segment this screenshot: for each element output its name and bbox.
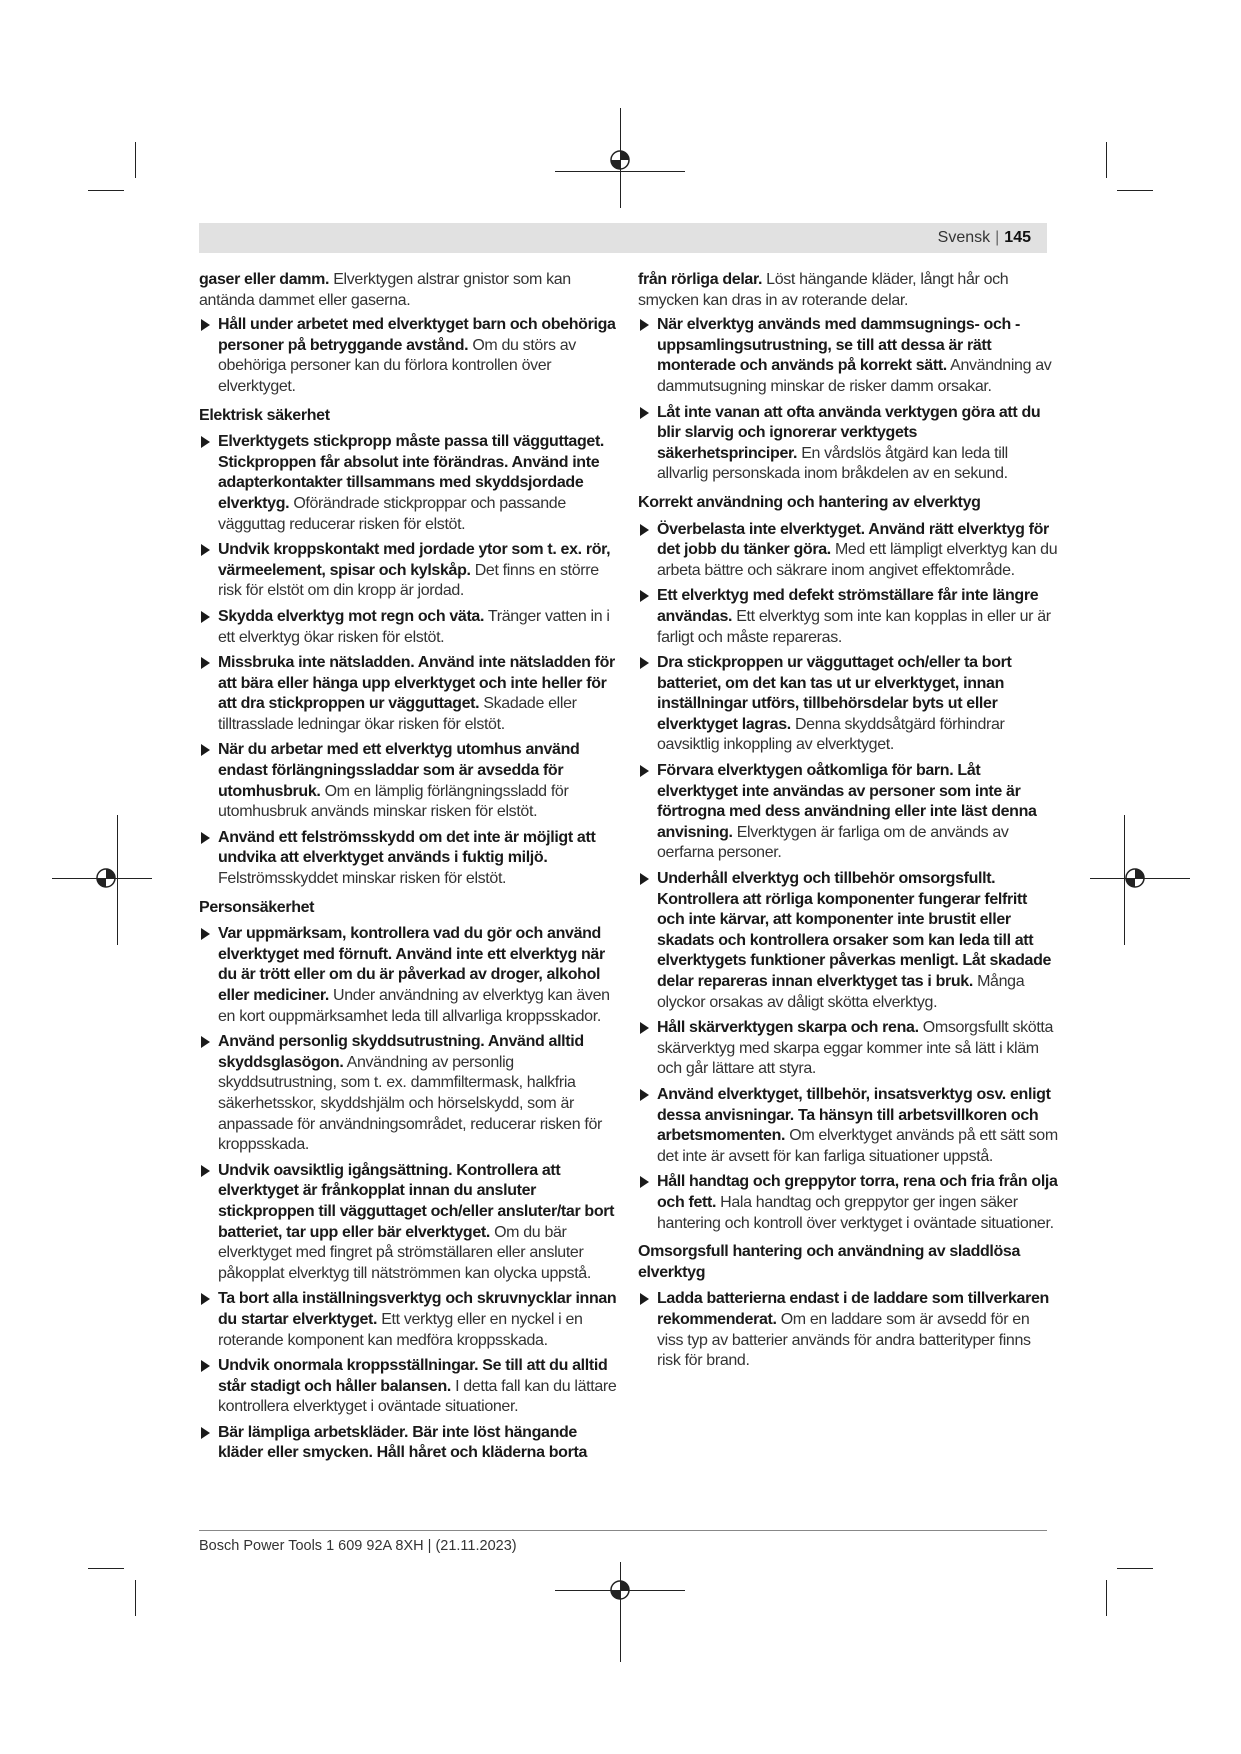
bullet-triangle-icon [640,765,649,777]
bullet-triangle-icon [201,1165,210,1177]
list-item: Ta bort alla inställningsverktyg och skruvnycklar innan du startar elverktyget. Ett verktyg eller en nyckel i en roterande komponent kan medföra kroppsskada. [199,1289,619,1351]
list-item: Håll under arbetet med elverktyget barn och obehöriga personer på betryggande avstånd. Om du störs av obehöriga personer kan du förlora kontrollen över elverktyget. [199,315,619,397]
registration-target-icon [1124,867,1146,889]
registration-target-icon [609,1579,631,1601]
bullet-triangle-icon [201,657,210,669]
list-item: Underhåll elverktyg och tillbehör omsorgsfullt. Kontrollera att rörliga komponenter fungerar felfritt och inte kärvar, att komponenter inte brustit eller skadats och kontrollera orsaker som kan leda till att elverktygets funktioner påverkas menligt. Låt skadade delar repareras innan elverktyget tas i bruk. Många olyckor orsakas av dåligt skötta elverktyg. [638,869,1058,1013]
list-item: Använd ett felströmsskydd om det inte är möjligt att undvika att elverktyget används i fuktig miljö. Felströmsskyddet minskar risken för elstöt. [199,828,619,890]
list-item: Överbelasta inte elverktyget. Använd rätt elverktyg för det jobb du tänker göra. Med ett lämpligt elverktyg kan du arbeta bättre och säkrare inom angivet effektområde. [638,520,1058,582]
bullet-triangle-icon [201,544,210,556]
crop-mark [1106,1580,1107,1616]
bullet-triangle-icon [640,319,649,331]
list-item: Håll handtag och greppytor torra, rena och fria från olja och fett. Hala handtag och greppytor ger ingen säker hantering och kontroll över verktyget i oväntade situationer. [638,1172,1058,1234]
section-heading: Omsorgsfull hantering och användning av sladdlösa elverktyg [638,1243,1021,1281]
bullet-triangle-icon [640,407,649,419]
header-language: Svensk [937,229,991,246]
footer-rule [199,1530,1047,1531]
bullet-triangle-icon [201,436,210,448]
bullet-triangle-icon [640,873,649,885]
list-item: Ladda batterierna endast i de laddare som tillverkaren rekommenderat. Om en laddare som är avsedd för en viss typ av batterier används för andra batterityper finns risk för brand. [638,1289,1058,1371]
page-footer: Bosch Power Tools 1 609 92A 8XH | (21.11.2023) [199,1538,517,1554]
bullet-triangle-icon [201,1427,210,1439]
bullet-triangle-icon [201,928,210,940]
list-item: Skydda elverktyg mot regn och väta. Tränger vatten in i ett elverktyg ökar risken för elstöt. [199,607,619,648]
bullet-triangle-icon [640,1176,649,1188]
list-item: Var uppmärksam, kontrollera vad du gör och använd elverktyget med förnuft. Använd inte ett elverktyg när du är trött eller om du är påverkad av droger, alkohol eller mediciner. Under användning av elverktyg kan även en kort ouppmärksamhet leda till allvarliga kroppsskador. [199,924,619,1027]
bullet-triangle-icon [640,524,649,536]
list-item: När du arbetar med ett elverktyg utomhus använd endast förlängningssladdar som är avsedda för utomhusbruk. Om en lämplig förlängningssladd för utomhusbruk används minskar risken för elstöt. [199,740,619,822]
bullet-triangle-icon [201,1036,210,1048]
registration-line [117,815,118,945]
list-item: Undvik kroppskontakt med jordade ytor som t. ex. rör, värmeelement, spisar och kylskåp. Det finns en större risk för elstöt om din kropp är jordad. [199,540,619,602]
list-item: Undvik onormala kroppsställningar. Se till att du alltid står stadigt och håller balansen. I detta fall kan du lättare kontrollera elverktyget i oväntade situationer. [199,1356,619,1418]
bullet-triangle-icon [640,657,649,669]
list-item: Undvik oavsiktlig igångsättning. Kontrollera att elverktyget är frånkopplat innan du ansluter stickproppen till vägguttaget och/eller ansluter/tar bort batteriet, tar upp eller bär elverktyget. Om du bär elverktyget med fingret på strömställaren eller ansluter påkopplat elverktyg till nätströmmen kan olycka uppstå. [199,1161,619,1285]
list-item: Elverktygets stickpropp måste passa till vägguttaget. Stickproppen får absolut inte förändras. Använd inte adapterkontakter tillsammans med skyddsjordade elverktyg. Oförändrade stickproppar och passande vägguttag reducerar risken för elstöt. [199,432,619,535]
section-heading: Elektrisk säkerhet [199,406,330,424]
list-item: Ett elverktyg med defekt strömställare får inte längre användas. Ett elverktyg som inte kan kopplas in eller ur är farligt och måste repareras. [638,586,1058,648]
bullet-triangle-icon [201,744,210,756]
bullet-triangle-icon [201,1293,210,1305]
crop-mark [135,1580,136,1616]
registration-line [555,171,685,172]
list-item: Låt inte vanan att ofta använda verktygen göra att du blir slarvig och ignorerar verktygets säkerhetsprinciper. En vårdslös åtgärd kan leda till allvarlig personskada inom bråkdelen av en sekund. [638,403,1058,485]
crop-mark [88,1568,124,1569]
crop-mark [1117,190,1153,191]
registration-target-icon [609,149,631,171]
list-item: Bär lämpliga arbetskläder. Bär inte löst hängande kläder eller smycken. Håll håret och kläderna borta [199,1423,619,1464]
list-item: När elverktyg används med dammsugnings- och -uppsamlingsutrustning, se till att dessa är rätt monterade och används på korrekt sätt. Användning av dammutsugning minskar de risker damm orsakar. [638,315,1058,397]
section-heading: Korrekt användning och hantering av elverktyg [638,493,981,511]
bullet-triangle-icon [640,1089,649,1101]
bullet-triangle-icon [640,1293,649,1305]
header-text: Svensk | 145 [937,229,1031,246]
bullet-triangle-icon [201,611,210,623]
continuation-paragraph: gaser eller damm. Elverktygen alstrar gnistor som kan antända dammet eller gaserna. [199,271,571,309]
page-header [199,223,1047,253]
list-item: Håll skärverktygen skarpa och rena. Omsorgsfullt skötta skärverktyg med skarpa eggar kommer inte så lätt i kläm och går lättare att styra. [638,1018,1058,1080]
registration-target-icon [95,867,117,889]
crop-mark [88,190,124,191]
list-item: Missbruka inte nätsladden. Använd inte nätsladden för att bära eller hänga upp elverktyget och inte heller för att dra stickproppen ur vägguttaget. Skadade eller tilltrasslade ledningar ökar risken för elstöt. [199,653,619,735]
list-item: Använd elverktyget, tillbehör, insatsverktyg osv. enligt dessa anvisningar. Ta hänsyn till arbetsvillkoren och arbetsmomenten. Om elverktyget används på ett sätt som det inte är avsett för kan farliga situationer uppstå. [638,1085,1058,1167]
section-heading: Personsäkerhet [199,898,315,916]
crop-mark [1117,1568,1153,1569]
crop-mark [1106,142,1107,178]
bullet-triangle-icon [640,1022,649,1034]
right-column [638,270,1058,1377]
bullet-triangle-icon [201,832,210,844]
left-column [199,270,619,1469]
continuation-paragraph: från rörliga delar. Löst hängande kläder, långt hår och smycken kan dras in av roterande delar. [638,271,1009,309]
bullet-triangle-icon [640,590,649,602]
list-item: Använd personlig skyddsutrustning. Använd alltid skyddsglasögon. Användning av personlig skyddsutrustning, som t. ex. dammfiltermask, halkfria säkerhetsskor, skyddshjälm och hörselskydd, som är anpassade för användningsområdet, reducerar risken för kroppsskada. [199,1032,619,1156]
bullet-triangle-icon [201,1360,210,1372]
registration-line [620,1562,621,1662]
list-item: Dra stickproppen ur vägguttaget och/eller ta bort batteriet, om det kan tas ut ur elverktyget, innan inställningar utförs, tillbehörsdelar byts ut eller elverktyget lagras. Denna skyddsåtgärd förhindrar oavsiktlig inkoppling av elverktyget. [638,653,1058,756]
crop-mark [135,142,136,178]
bullet-triangle-icon [201,319,210,331]
page-number: 145 [1004,229,1031,246]
list-item: Förvara elverktygen oåtkomliga för barn. Låt elverktyget inte användas av personer som inte är förtrogna med dess användning eller inte läst denna anvisning. Elverktygen är farliga om de används av oerfarna personer. [638,761,1058,864]
